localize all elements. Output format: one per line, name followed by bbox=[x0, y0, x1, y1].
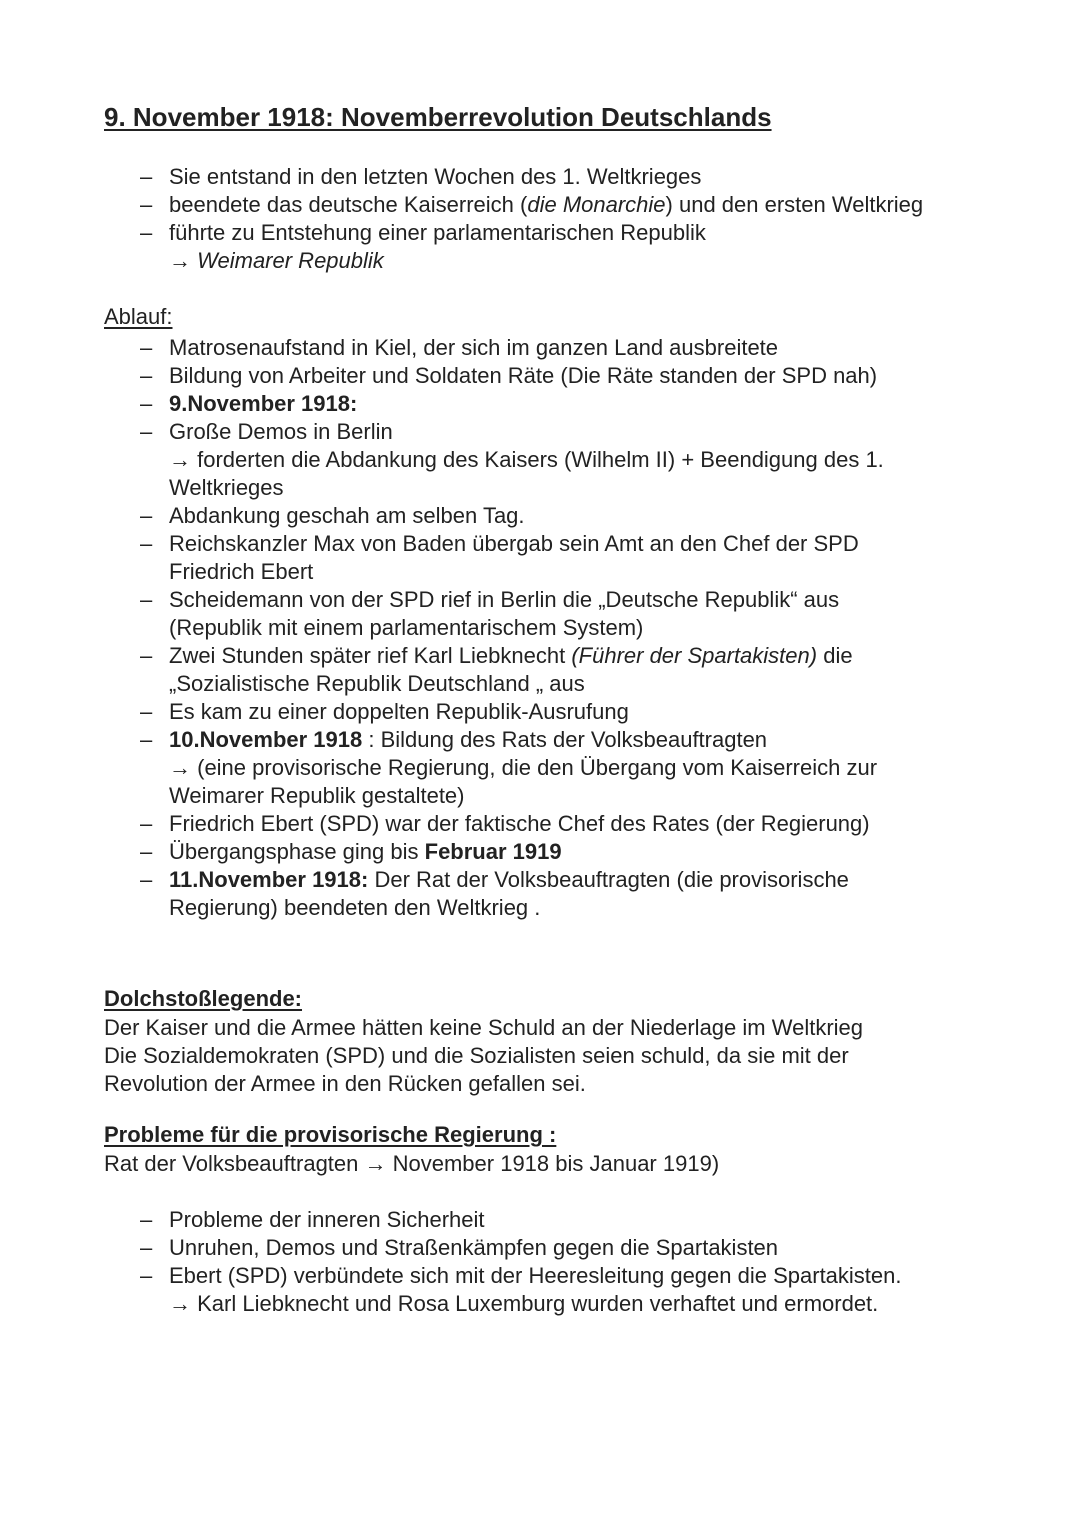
probleme-list bbox=[104, 1206, 1034, 1318]
ablauf-heading: Ablauf: bbox=[104, 304, 173, 329]
dolchstoss-text: Der Kaiser und die Armee hätten keine Schuld an der Niederlage im Weltkrieg Die Sozialdemokraten (SPD) und die Sozialisten seien schuld, da sie mit der Revolution der Armee in den Rücken gefallen sei. bbox=[104, 1015, 863, 1096]
list-item: – 10.November 1918 : Bildung des Rats der Volksbeauftragten → (eine provisorische Regierung, die den Übergang vom Kaiserreich zur Weimarer Republik gestaltete) bbox=[140, 727, 878, 808]
list-item: – Reichskanzler Max von Baden übergab sein Amt an den Chef der SPD Friedrich Ebert bbox=[140, 531, 859, 584]
list-item: – Ebert (SPD) verbündete sich mit der Heeresleitung gegen die Spartakisten. → Karl Liebknecht und Rosa Luxemburg wurden verhaftet und ermordet. bbox=[140, 1263, 902, 1316]
list-item: – 11.November 1918: Der Rat der Volksbeauftragten (die provisorische Regierung) beendeten den Weltkrieg . bbox=[140, 867, 849, 920]
probleme-heading: Probleme für die provisorische Regierung : bbox=[104, 1122, 557, 1147]
probleme-line: Rat der Volksbeauftragten → November 1918 bis Januar 1919) bbox=[104, 1151, 720, 1176]
list-item: – Bildung von Arbeiter und Soldaten Räte (Die Räte standen der SPD nah) bbox=[140, 363, 878, 388]
list-item: – Sie entstand in den letzten Wochen des 1. Weltkrieges bbox=[140, 164, 702, 189]
list-item: – Matrosenaufstand in Kiel, der sich im ganzen Land ausbreitete bbox=[140, 335, 779, 360]
list-item: – Übergangsphase ging bis Februar 1919 bbox=[140, 839, 562, 864]
list-item: – beendete das deutsche Kaiserreich (die Monarchie) und den ersten Weltkrieg bbox=[140, 192, 924, 217]
intro-list bbox=[104, 163, 1034, 275]
list-item: – Abdankung geschah am selben Tag. bbox=[140, 503, 525, 528]
list-item: – Unruhen, Demos und Straßenkämpfen gegen die Spartakisten bbox=[140, 1235, 779, 1260]
ablauf-list bbox=[104, 334, 1034, 922]
list-item: – Große Demos in Berlin → forderten die Abdankung des Kaisers (Wilhelm II) + Beendigung des 1. Weltkrieges bbox=[140, 419, 884, 500]
dolchstoss-heading: Dolchstoßlegende: bbox=[104, 986, 303, 1011]
list-item: – Es kam zu einer doppelten Republik-Ausrufung bbox=[140, 699, 629, 724]
list-item: – führte zu Entstehung einer parlamentarischen Republik → Weimarer Republik bbox=[140, 220, 706, 273]
list-item: – Probleme der inneren Sicherheit bbox=[140, 1207, 485, 1232]
list-item: – 9.November 1918: bbox=[140, 391, 358, 416]
list-item: – Zwei Stunden später rief Karl Liebknecht (Führer der Spartakisten) die „Sozialistische Republik Deutschland „ aus bbox=[140, 643, 853, 696]
list-item: – Scheidemann von der SPD rief in Berlin die „Deutsche Republik“ aus (Republik mit einem parlamentarischem System) bbox=[140, 587, 840, 640]
page-title: 9. November 1918: Novemberrevolution Deutschlands bbox=[104, 102, 772, 132]
list-item: – Friedrich Ebert (SPD) war der faktische Chef des Rates (der Regierung) bbox=[140, 811, 870, 836]
